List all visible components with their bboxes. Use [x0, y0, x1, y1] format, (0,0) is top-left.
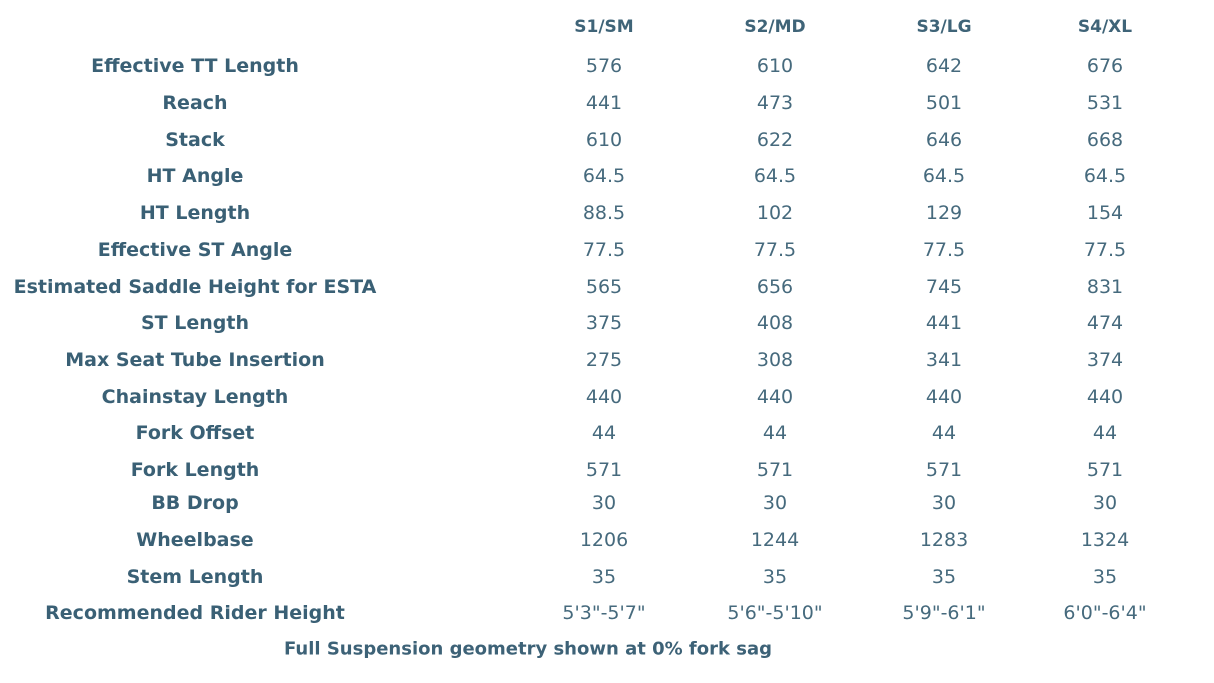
table-cell: 531	[1086, 92, 1124, 114]
table-cell: 565	[585, 276, 623, 298]
row-label: HT Length	[139, 202, 251, 224]
column-header-s3: S3/LG	[916, 17, 972, 37]
table-cell: 64.5	[753, 165, 797, 187]
table-cell: 375	[585, 312, 623, 334]
table-cell: 440	[925, 386, 963, 408]
table-cell: 64.5	[582, 165, 626, 187]
table-cell: 275	[585, 349, 623, 371]
table-cell: 129	[925, 202, 963, 224]
row-label: HT Angle	[146, 165, 244, 187]
table-cell: 441	[585, 92, 623, 114]
table-cell: 571	[585, 459, 623, 481]
table-cell: 610	[585, 129, 623, 151]
row-label: Max Seat Tube Insertion	[65, 349, 325, 371]
row-label: Estimated Saddle Height for ESTA	[13, 276, 377, 298]
table-cell: 676	[1086, 55, 1124, 77]
table-cell: 44	[591, 422, 617, 444]
table-cell: 440	[756, 386, 794, 408]
table-cell: 831	[1086, 276, 1124, 298]
table-cell: 35	[591, 566, 617, 588]
table-cell: 77.5	[582, 239, 626, 261]
table-cell: 408	[756, 312, 794, 334]
column-header-s4: S4/XL	[1077, 17, 1133, 37]
table-cell: 642	[925, 55, 963, 77]
table-cell: 571	[1086, 459, 1124, 481]
row-label: Recommended Rider Height	[45, 602, 345, 624]
table-cell: 35	[931, 566, 957, 588]
table-cell: 6'0"-6'4"	[1063, 602, 1147, 624]
table-cell: 341	[925, 349, 963, 371]
table-cell: 77.5	[753, 239, 797, 261]
table-cell: 44	[1092, 422, 1118, 444]
table-cell: 1283	[919, 529, 969, 551]
row-label: Fork Length	[130, 459, 260, 481]
row-label: Reach	[162, 92, 228, 114]
row-label: Effective TT Length	[91, 55, 299, 77]
table-cell: 374	[1086, 349, 1124, 371]
table-cell: 668	[1086, 129, 1124, 151]
table-cell: 64.5	[922, 165, 966, 187]
table-cell: 501	[925, 92, 963, 114]
table-cell: 30	[762, 492, 788, 514]
row-label: Wheelbase	[136, 529, 254, 551]
table-cell: 77.5	[922, 239, 966, 261]
table-cell: 64.5	[1083, 165, 1127, 187]
table-cell: 30	[1092, 492, 1118, 514]
footnote: Full Suspension geometry shown at 0% fork sag	[284, 638, 772, 660]
column-header-s2: S2/MD	[744, 17, 806, 37]
table-cell: 441	[925, 312, 963, 334]
table-cell: 610	[756, 55, 794, 77]
table-cell: 571	[756, 459, 794, 481]
table-cell: 571	[925, 459, 963, 481]
table-cell: 745	[925, 276, 963, 298]
table-cell: 44	[931, 422, 957, 444]
table-cell: 622	[756, 129, 794, 151]
table-cell: 154	[1086, 202, 1124, 224]
table-cell: 576	[585, 55, 623, 77]
table-cell: 1324	[1080, 529, 1130, 551]
table-cell: 35	[762, 566, 788, 588]
row-label: Stack	[165, 129, 225, 151]
table-cell: 656	[756, 276, 794, 298]
table-cell: 474	[1086, 312, 1124, 334]
column-header-s1: S1/SM	[574, 17, 634, 37]
table-cell: 77.5	[1083, 239, 1127, 261]
table-cell: 5'6"-5'10"	[727, 602, 823, 624]
table-cell: 35	[1092, 566, 1118, 588]
table-cell: 30	[591, 492, 617, 514]
row-label: BB Drop	[151, 492, 239, 514]
table-cell: 88.5	[582, 202, 626, 224]
row-label: Effective ST Angle	[97, 239, 293, 261]
row-label: Fork Offset	[135, 422, 255, 444]
table-cell: 5'9"-6'1"	[902, 602, 986, 624]
table-cell: 440	[1086, 386, 1124, 408]
table-cell: 646	[925, 129, 963, 151]
row-label: ST Length	[141, 312, 249, 334]
table-cell: 44	[762, 422, 788, 444]
table-cell: 30	[931, 492, 957, 514]
table-cell: 5'3"-5'7"	[562, 602, 646, 624]
table-cell: 473	[756, 92, 794, 114]
row-label: Stem Length	[126, 566, 264, 588]
table-cell: 102	[756, 202, 794, 224]
table-cell: 308	[756, 349, 794, 371]
table-cell: 440	[585, 386, 623, 408]
table-cell: 1206	[579, 529, 629, 551]
table-cell: 1244	[750, 529, 800, 551]
row-label: Chainstay Length	[101, 386, 289, 408]
